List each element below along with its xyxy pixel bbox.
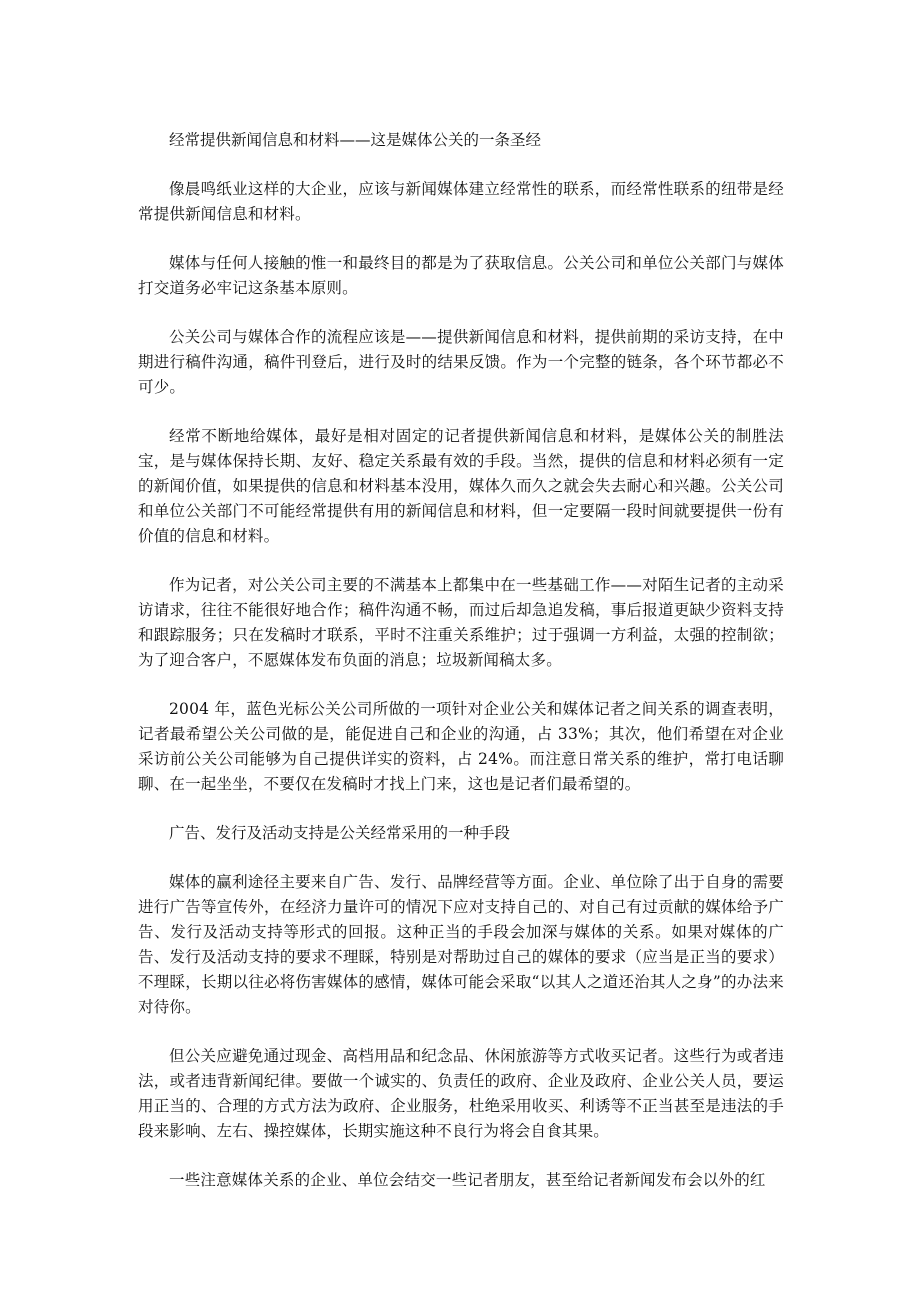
paragraph-8: 但公关应避免通过现金、高档用品和纪念品、休闲旅游等方式收买记者。这些行为或者违法，或者违背新闻纪律。要做一个诚实的、负责任的政府、企业及政府、企业公关人员，要运用正当的、合理的方式方法为政府、企业服务，杜绝采用收买、利诱等不正当甚至是违法的手段来影响、左右、操控媒体，长期实施这种不良行为将会自食其果。: [138, 1047, 784, 1140]
section-heading-2: 广告、发行及活动支持是公关经常采用的一种手段: [169, 824, 511, 842]
paragraph-6: 2004 年，蓝色光标公关公司所做的一项针对企业公关和媒体记者之间关系的调查表明，记者最希望公关公司做的是，能促进自己和企业的沟通，占 33%；其次，他们希望在对企业采访前公关公司能够为自己提供详实的资料，占 24%。而注意日常关系的维护，常打电话聊聊、在一起坐坐，不要仅在发稿时才找上门来，这也是记者们最希望的。: [138, 700, 784, 793]
paragraph-5: 作为记者，对公关公司主要的不满基本上都集中在一些基础工作——对陌生记者的主动采访请求，往往不能很好地合作；稿件沟通不畅，而过后却急追发稿，事后报道更缺少资料支持和跟踪服务；只在发稿时才联系，平时不注重关系维护；过于强调一方利益，太强的控制欲；为了迎合客户，不愿媒体发布负面的消息；垃圾新闻稿太多。: [138, 576, 784, 669]
paragraph-3: 公关公司与媒体合作的流程应该是——提供新闻信息和材料，提供前期的采访支持，在中期进行稿件沟通，稿件刊登后，进行及时的结果反馈。作为一个完整的链条，各个环节都必不可少。: [138, 328, 784, 396]
paragraph-2: 媒体与任何人接触的惟一和最终目的都是为了获取信息。公关公司和单位公关部门与媒体打交道务必牢记这条基本原则。: [138, 254, 784, 297]
paragraph-1: 像晨鸣纸业这样的大企业，应该与新闻媒体建立经常性的联系，而经常性联系的纽带是经常提供新闻信息和材料。: [138, 180, 784, 223]
section-heading-1: 经常提供新闻信息和材料——这是媒体公关的一条圣经: [169, 131, 542, 149]
paragraph-7: 媒体的赢利途径主要来自广告、发行、品牌经营等方面。企业、单位除了出于自身的需要进行广告等宣传外，在经济力量许可的情况下应对支持自己的、对自己有过贡献的媒体给予广告、发行及活动支持等形式的回报。这种正当的手段会加深与媒体的关系。如果对媒体的广告、发行及活动支持的要求不理睬，特别是对帮助过自己的媒体的要求（应当是正当的要求）不理睬，长期以往必将伤害媒体的感情，媒体可能会采取“以其人之道还治其人之身”的办法来对待你。: [138, 873, 784, 1016]
document-page: [138, 128, 784, 1217]
paragraph-4: 经常不断地给媒体，最好是相对固定的记者提供新闻信息和材料，是媒体公关的制胜法宝，是与媒体保持长期、友好、稳定关系最有效的手段。当然，提供的信息和材料必须有一定的新闻价值，如果提供的信息和材料基本没用，媒体久而久之就会失去耐心和兴趣。公关公司和单位公关部门不可能经常提供有用的新闻信息和材料，但一定要隔一段时间就要提供一份有价值的信息和材料。: [138, 427, 784, 545]
paragraph-9: 一些注意媒体关系的企业、单位会结交一些记者朋友，甚至给记者新闻发布会以外的红: [169, 1171, 766, 1189]
